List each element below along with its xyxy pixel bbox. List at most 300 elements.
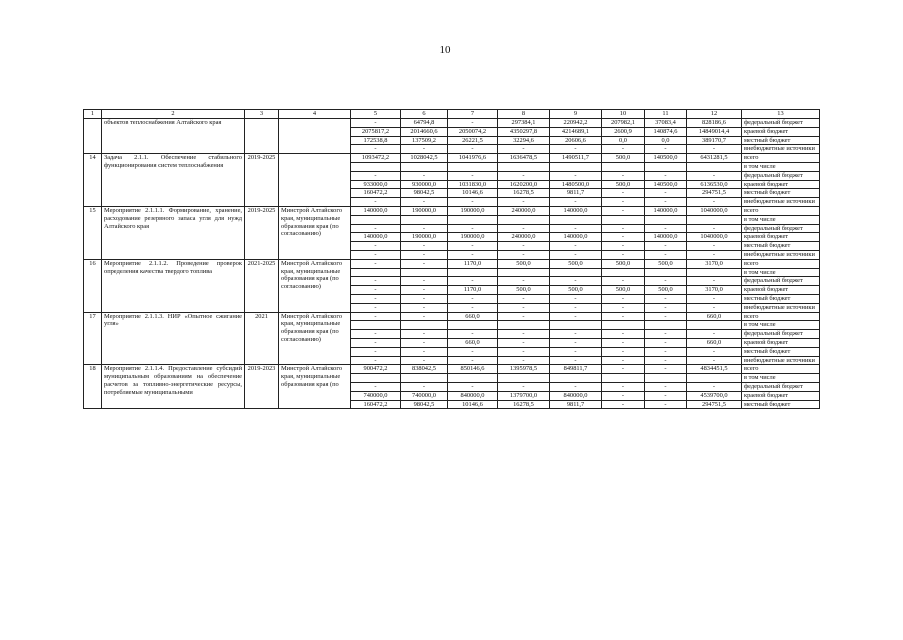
amount-cell: [498, 268, 550, 277]
amount-cell: -: [687, 250, 742, 259]
amount-cell: -: [448, 198, 498, 207]
funding-source: краевой бюджет: [742, 127, 820, 136]
amount-cell: -: [448, 303, 498, 312]
amount-cell: [687, 215, 742, 224]
amount-cell: 140000,0: [645, 206, 687, 215]
amount-cell: -: [498, 382, 550, 391]
funding-source: в том числе: [742, 162, 820, 171]
amount-cell: [448, 321, 498, 330]
amount-cell: -: [602, 233, 645, 242]
funding-source: краевой бюджет: [742, 391, 820, 400]
table-row: [84, 365, 820, 374]
amount-cell: [645, 321, 687, 330]
amount-cell: 1031830,0: [448, 180, 498, 189]
amount-cell: -: [351, 242, 401, 251]
amount-cell: [550, 162, 602, 171]
amount-cell: -: [401, 171, 448, 180]
amount-cell: -: [550, 312, 602, 321]
amount-cell: 1040000,0: [687, 206, 742, 215]
table-row: [84, 312, 820, 321]
amount-cell: [351, 374, 401, 383]
amount-cell: -: [498, 303, 550, 312]
amount-cell: -: [401, 145, 448, 154]
amount-cell: -: [602, 303, 645, 312]
amount-cell: -: [401, 347, 448, 356]
funding-source: внебюджетные источники: [742, 303, 820, 312]
executor: [279, 119, 351, 154]
amount-cell: 140874,6: [645, 127, 687, 136]
page-number: 10: [439, 44, 451, 56]
amount-cell: 840000,0: [448, 391, 498, 400]
amount-cell: 500,0: [602, 154, 645, 163]
amount-cell: 4350297,8: [498, 127, 550, 136]
amount-cell: -: [645, 338, 687, 347]
amount-cell: 838042,5: [401, 365, 448, 374]
amount-cell: [448, 162, 498, 171]
amount-cell: -: [645, 242, 687, 251]
funding-source: внебюджетные источники: [742, 356, 820, 365]
table-body: [84, 119, 820, 409]
amount-cell: -: [448, 171, 498, 180]
amount-cell: -: [602, 356, 645, 365]
amount-cell: 500,0: [498, 286, 550, 295]
column-header: 2: [102, 110, 245, 119]
amount-cell: -: [498, 312, 550, 321]
amount-cell: [602, 215, 645, 224]
amount-cell: 740000,0: [351, 391, 401, 400]
amount-cell: -: [602, 382, 645, 391]
amount-cell: -: [351, 338, 401, 347]
amount-cell: [448, 374, 498, 383]
funding-source: в том числе: [742, 321, 820, 330]
amount-cell: 10146,6: [448, 400, 498, 409]
amount-cell: -: [645, 189, 687, 198]
row-number: 17: [84, 312, 102, 365]
amount-cell: [550, 215, 602, 224]
amount-cell: -: [687, 224, 742, 233]
period: 2021: [245, 312, 279, 365]
funding-source: федеральный бюджет: [742, 382, 820, 391]
amount-cell: 294751,5: [687, 189, 742, 198]
amount-cell: -: [687, 198, 742, 207]
amount-cell: 20606,6: [550, 136, 602, 145]
amount-cell: -: [687, 277, 742, 286]
amount-cell: 14849014,4: [687, 127, 742, 136]
amount-cell: [351, 268, 401, 277]
amount-cell: 240000,0: [498, 206, 550, 215]
amount-cell: -: [687, 303, 742, 312]
amount-cell: [645, 374, 687, 383]
amount-cell: -: [351, 250, 401, 259]
funding-source: всего: [742, 206, 820, 215]
amount-cell: 220942,2: [550, 119, 602, 128]
amount-cell: -: [448, 250, 498, 259]
amount-cell: -: [448, 224, 498, 233]
amount-cell: 4539700,0: [687, 391, 742, 400]
amount-cell: -: [401, 250, 448, 259]
amount-cell: -: [645, 303, 687, 312]
amount-cell: -: [645, 198, 687, 207]
amount-cell: -: [645, 356, 687, 365]
column-header: 12: [687, 110, 742, 119]
amount-cell: [687, 374, 742, 383]
column-header: 1: [84, 110, 102, 119]
amount-cell: 4834451,5: [687, 365, 742, 374]
table-row: [84, 154, 820, 163]
amount-cell: 9811,7: [550, 189, 602, 198]
amount-cell: -: [550, 338, 602, 347]
amount-cell: -: [498, 198, 550, 207]
amount-cell: 172538,8: [351, 136, 401, 145]
amount-cell: -: [401, 259, 448, 268]
amount-cell: 160472,2: [351, 189, 401, 198]
funding-source: местный бюджет: [742, 189, 820, 198]
amount-cell: -: [401, 277, 448, 286]
amount-cell: -: [401, 330, 448, 339]
amount-cell: -: [602, 250, 645, 259]
column-header: 4: [279, 110, 351, 119]
header-row: [84, 110, 820, 119]
amount-cell: [401, 162, 448, 171]
amount-cell: -: [498, 242, 550, 251]
amount-cell: [550, 321, 602, 330]
amount-cell: [687, 321, 742, 330]
table-row: [84, 259, 820, 268]
amount-cell: -: [602, 242, 645, 251]
amount-cell: [602, 374, 645, 383]
amount-cell: -: [550, 242, 602, 251]
funding-source: всего: [742, 154, 820, 163]
amount-cell: -: [401, 382, 448, 391]
amount-cell: -: [687, 171, 742, 180]
amount-cell: -: [602, 294, 645, 303]
row-number: 14: [84, 154, 102, 207]
funding-source: внебюджетные источники: [742, 250, 820, 259]
amount-cell: -: [401, 198, 448, 207]
amount-cell: -: [550, 224, 602, 233]
amount-cell: -: [602, 171, 645, 180]
amount-cell: -: [602, 338, 645, 347]
amount-cell: 140000,0: [351, 206, 401, 215]
amount-cell: [498, 321, 550, 330]
column-header: 11: [645, 110, 687, 119]
measure-name: Задача 2.1.1. Обеспечение стабильного функционирования систем теплоснабжения: [102, 154, 245, 207]
amount-cell: -: [401, 338, 448, 347]
amount-cell: -: [645, 330, 687, 339]
amount-cell: [401, 321, 448, 330]
amount-cell: -: [550, 330, 602, 339]
amount-cell: 660,0: [687, 338, 742, 347]
column-header: 8: [498, 110, 550, 119]
amount-cell: [550, 268, 602, 277]
amount-cell: -: [602, 312, 645, 321]
amount-cell: 297384,1: [498, 119, 550, 128]
period: 2019-2025: [245, 206, 279, 259]
amount-cell: -: [401, 242, 448, 251]
amount-cell: -: [550, 250, 602, 259]
funding-source: всего: [742, 312, 820, 321]
amount-cell: -: [602, 145, 645, 154]
amount-cell: -: [498, 330, 550, 339]
amount-cell: 26221,5: [448, 136, 498, 145]
amount-cell: -: [351, 286, 401, 295]
funding-source: федеральный бюджет: [742, 119, 820, 128]
amount-cell: 6431281,5: [687, 154, 742, 163]
amount-cell: 140000,0: [550, 206, 602, 215]
amount-cell: 140500,0: [645, 180, 687, 189]
amount-cell: -: [687, 347, 742, 356]
amount-cell: 1040000,0: [687, 233, 742, 242]
measure-name: Мероприятие 2.1.1.2. Проведение проверок определения качества твердого топлива: [102, 259, 245, 312]
table-row: [84, 206, 820, 215]
amount-cell: 1093472,2: [351, 154, 401, 163]
amount-cell: -: [602, 206, 645, 215]
amount-cell: [351, 162, 401, 171]
table-row: [84, 119, 820, 128]
amount-cell: -: [687, 330, 742, 339]
amount-cell: -: [645, 250, 687, 259]
amount-cell: 1636478,5: [498, 154, 550, 163]
amount-cell: [645, 162, 687, 171]
amount-cell: 137509,2: [401, 136, 448, 145]
amount-cell: -: [602, 391, 645, 400]
amount-cell: 190000,0: [401, 233, 448, 242]
amount-cell: -: [401, 356, 448, 365]
amount-cell: -: [602, 347, 645, 356]
amount-cell: -: [687, 382, 742, 391]
amount-cell: 1170,0: [448, 286, 498, 295]
period: [245, 119, 279, 154]
funding-source: федеральный бюджет: [742, 171, 820, 180]
amount-cell: -: [602, 330, 645, 339]
amount-cell: 500,0: [645, 286, 687, 295]
amount-cell: [401, 215, 448, 224]
amount-cell: 389170,7: [687, 136, 742, 145]
funding-source: внебюджетные источники: [742, 145, 820, 154]
amount-cell: 900472,2: [351, 365, 401, 374]
amount-cell: [498, 215, 550, 224]
amount-cell: -: [401, 224, 448, 233]
funding-source: краевой бюджет: [742, 233, 820, 242]
amount-cell: 933000,0: [351, 180, 401, 189]
amount-cell: 37083,4: [645, 119, 687, 128]
amount-cell: 2050074,2: [448, 127, 498, 136]
funding-source: в том числе: [742, 374, 820, 383]
amount-cell: 850146,6: [448, 365, 498, 374]
amount-cell: [498, 374, 550, 383]
amount-cell: -: [448, 382, 498, 391]
amount-cell: -: [351, 294, 401, 303]
amount-cell: 240000,0: [498, 233, 550, 242]
measure-name: Мероприятие 2.1.1.4. Предоставление субсидий муниципальным образованиям на обеспечение расчетов за топливно-энергетические ресурсы, потребляемые муниципальными: [102, 365, 245, 409]
amount-cell: 660,0: [448, 312, 498, 321]
amount-cell: 500,0: [550, 286, 602, 295]
amount-cell: -: [448, 242, 498, 251]
executor: Минстрой Алтайского края, муниципальные образования края (по согласованию): [279, 206, 351, 259]
amount-cell: -: [550, 277, 602, 286]
amount-cell: 740000,0: [401, 391, 448, 400]
amount-cell: 9811,7: [550, 400, 602, 409]
amount-cell: -: [351, 382, 401, 391]
funding-source: всего: [742, 259, 820, 268]
amount-cell: -: [550, 294, 602, 303]
amount-cell: -: [602, 224, 645, 233]
column-header: 3: [245, 110, 279, 119]
amount-cell: [351, 321, 401, 330]
amount-cell: 500,0: [602, 259, 645, 268]
amount-cell: [351, 215, 401, 224]
amount-cell: 2600,9: [602, 127, 645, 136]
amount-cell: [645, 215, 687, 224]
amount-cell: -: [550, 356, 602, 365]
amount-cell: 1041976,6: [448, 154, 498, 163]
amount-cell: [602, 321, 645, 330]
amount-cell: [448, 215, 498, 224]
amount-cell: -: [351, 259, 401, 268]
funding-source: в том числе: [742, 215, 820, 224]
amount-cell: 500,0: [550, 259, 602, 268]
column-header: 7: [448, 110, 498, 119]
amount-cell: 660,0: [687, 312, 742, 321]
funding-source: местный бюджет: [742, 400, 820, 409]
amount-cell: 1170,0: [448, 259, 498, 268]
amount-cell: [448, 268, 498, 277]
amount-cell: -: [550, 347, 602, 356]
funding-source: местный бюджет: [742, 294, 820, 303]
budget-table: [83, 109, 820, 409]
column-header: 13: [742, 110, 820, 119]
executor: Минстрой Алтайского края, муниципальные образования края (по: [279, 365, 351, 409]
amount-cell: -: [448, 277, 498, 286]
amount-cell: -: [602, 400, 645, 409]
funding-source: местный бюджет: [742, 242, 820, 251]
amount-cell: 160472,2: [351, 400, 401, 409]
funding-source: в том числе: [742, 268, 820, 277]
amount-cell: [687, 162, 742, 171]
amount-cell: -: [498, 277, 550, 286]
executor: Минстрой Алтайского края, муниципальные образования края (по согласованию): [279, 312, 351, 365]
amount-cell: 207982,1: [602, 119, 645, 128]
amount-cell: -: [351, 330, 401, 339]
amount-cell: 1490511,7: [550, 154, 602, 163]
amount-cell: [602, 268, 645, 277]
funding-source: всего: [742, 365, 820, 374]
amount-cell: -: [401, 286, 448, 295]
amount-cell: -: [602, 277, 645, 286]
amount-cell: 1480500,0: [550, 180, 602, 189]
amount-cell: [645, 268, 687, 277]
amount-cell: 840000,0: [550, 391, 602, 400]
amount-cell: 16278,5: [498, 189, 550, 198]
amount-cell: 190000,0: [401, 206, 448, 215]
amount-cell: 0,0: [645, 136, 687, 145]
amount-cell: -: [498, 145, 550, 154]
amount-cell: 64794,8: [401, 119, 448, 128]
amount-cell: [602, 162, 645, 171]
funding-source: краевой бюджет: [742, 338, 820, 347]
amount-cell: -: [498, 347, 550, 356]
amount-cell: 140000,0: [645, 233, 687, 242]
amount-cell: [498, 162, 550, 171]
row-number: 16: [84, 259, 102, 312]
amount-cell: 4214689,1: [550, 127, 602, 136]
amount-cell: -: [351, 171, 401, 180]
amount-cell: -: [550, 303, 602, 312]
amount-cell: [687, 268, 742, 277]
amount-cell: -: [351, 119, 401, 128]
amount-cell: -: [351, 347, 401, 356]
amount-cell: 500,0: [645, 259, 687, 268]
column-header: 5: [351, 110, 401, 119]
amount-cell: 849811,7: [550, 365, 602, 374]
amount-cell: -: [602, 198, 645, 207]
funding-source: федеральный бюджет: [742, 224, 820, 233]
period: 2021-2025: [245, 259, 279, 312]
amount-cell: -: [351, 224, 401, 233]
amount-cell: -: [448, 330, 498, 339]
row-number: 18: [84, 365, 102, 409]
amount-cell: -: [448, 356, 498, 365]
amount-cell: -: [351, 198, 401, 207]
funding-source: федеральный бюджет: [742, 277, 820, 286]
measure-name: Мероприятие 2.1.1.3. НИР «Опытное сжигание угля»: [102, 312, 245, 365]
amount-cell: -: [498, 224, 550, 233]
amount-cell: 190000,0: [448, 233, 498, 242]
amount-cell: 2014660,6: [401, 127, 448, 136]
measure-name: Мероприятие 2.1.1.1. Формирование, хранение, расходование резервного запаса угля для нужд Алтайского края: [102, 206, 245, 259]
funding-source: федеральный бюджет: [742, 330, 820, 339]
column-header: 9: [550, 110, 602, 119]
funding-source: краевой бюджет: [742, 180, 820, 189]
amount-cell: -: [498, 171, 550, 180]
amount-cell: -: [448, 294, 498, 303]
amount-cell: 140000,0: [550, 233, 602, 242]
amount-cell: -: [550, 382, 602, 391]
amount-cell: 3170,0: [687, 286, 742, 295]
amount-cell: -: [645, 294, 687, 303]
amount-cell: -: [687, 294, 742, 303]
amount-cell: 1620200,0: [498, 180, 550, 189]
amount-cell: -: [550, 171, 602, 180]
row-number: [84, 119, 102, 154]
amount-cell: 0,0: [602, 136, 645, 145]
amount-cell: -: [687, 145, 742, 154]
amount-cell: -: [645, 382, 687, 391]
amount-cell: -: [351, 145, 401, 154]
funding-source: краевой бюджет: [742, 286, 820, 295]
amount-cell: 98042,5: [401, 400, 448, 409]
amount-cell: 500,0: [602, 286, 645, 295]
amount-cell: -: [550, 198, 602, 207]
amount-cell: -: [645, 171, 687, 180]
period: 2019-2025: [245, 154, 279, 207]
amount-cell: 1379700,0: [498, 391, 550, 400]
amount-cell: -: [448, 347, 498, 356]
amount-cell: -: [645, 400, 687, 409]
amount-cell: -: [645, 312, 687, 321]
measure-name: объектов теплоснабжения Алтайского края: [102, 119, 245, 154]
amount-cell: 1028042,5: [401, 154, 448, 163]
amount-cell: 294751,5: [687, 400, 742, 409]
amount-cell: [550, 374, 602, 383]
funding-source: местный бюджет: [742, 347, 820, 356]
funding-source: местный бюджет: [742, 136, 820, 145]
amount-cell: -: [351, 303, 401, 312]
amount-cell: -: [687, 356, 742, 365]
amount-cell: -: [351, 312, 401, 321]
amount-cell: -: [498, 294, 550, 303]
amount-cell: -: [645, 391, 687, 400]
